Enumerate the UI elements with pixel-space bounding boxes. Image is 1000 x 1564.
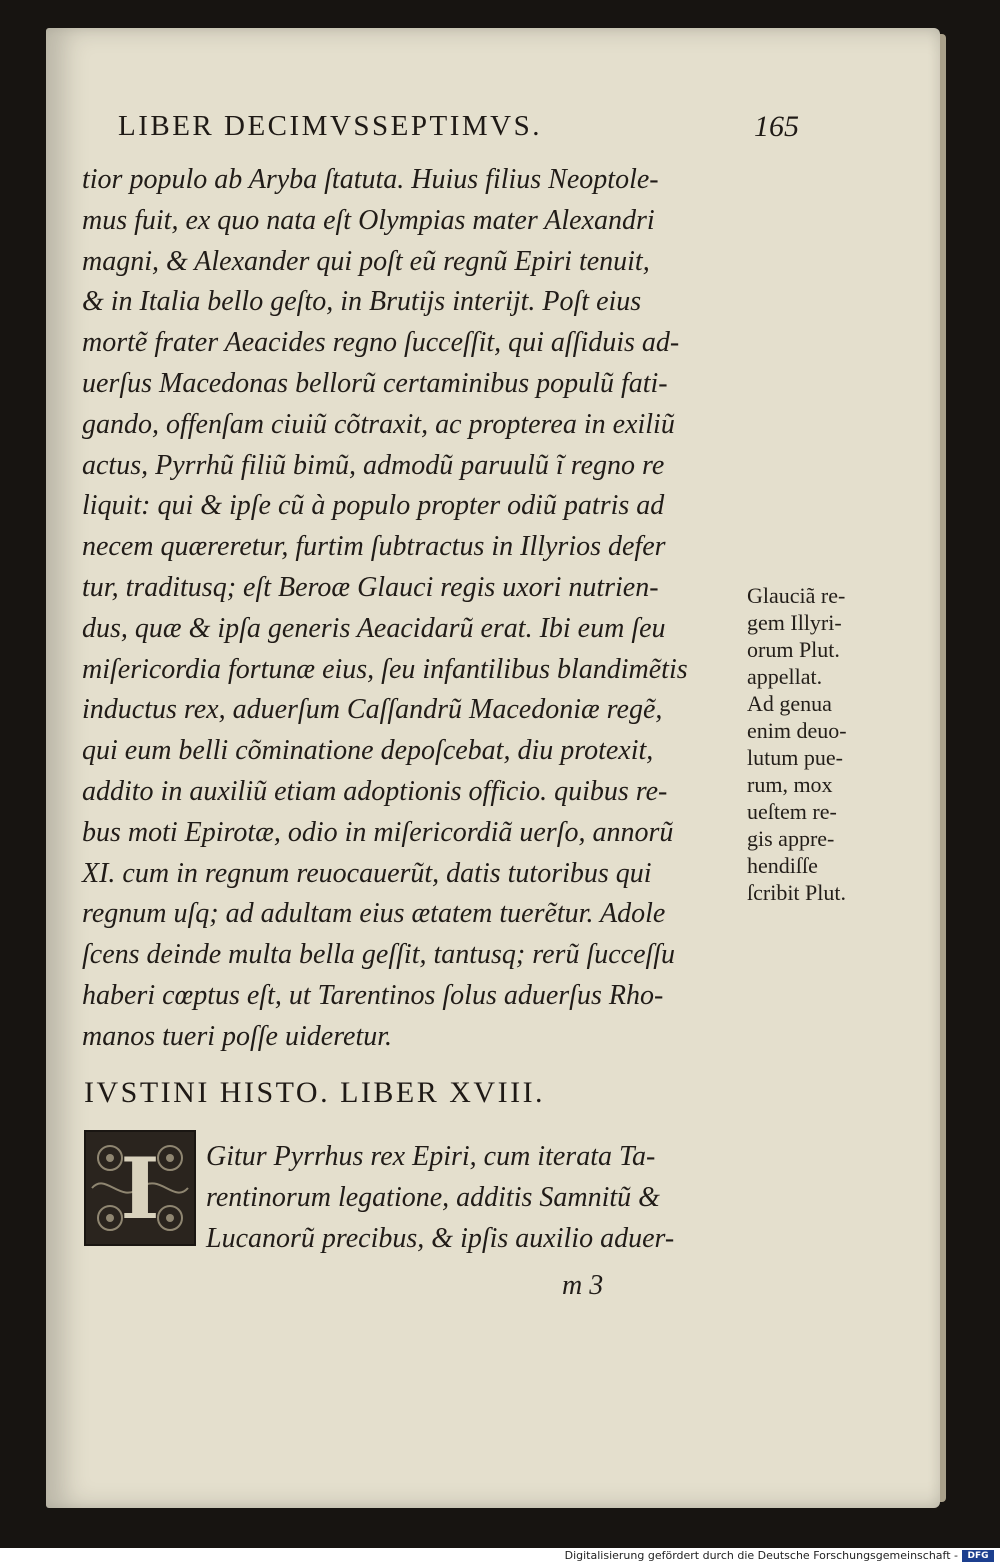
text-line: Gitur Pyrrhus rex Epiri, cum iterata Ta- (206, 1141, 656, 1172)
text-line: uerſus Macedonas bellorũ certaminibus populũ fati- (82, 367, 668, 399)
text-line: dus, quæ & ipſa generis Aeacidarũ erat. Ibi eum ſeu (82, 612, 666, 644)
text-line: Lucanorũ precibus, & ipſis auxilio aduer- (206, 1223, 675, 1254)
running-head-title: LIBER DECIMVSSEPTIMVS. (118, 110, 542, 142)
marginal-line: gem Illyri- (747, 610, 842, 635)
marginal-line: Glauciã re- (747, 583, 846, 608)
text-line: gando, offenſam ciuiũ cõtraxit, ac propterea in exiliũ (82, 408, 675, 440)
page-number: 165 (754, 110, 799, 143)
marginal-line: appellat. (747, 664, 823, 689)
text-line: rentinorum legatione, additis Samnitũ & (206, 1182, 660, 1213)
initial-letter: I (120, 1138, 160, 1238)
text-line: miſericordia fortunæ eius, ſeu infantilibus blandimẽtis (82, 653, 688, 685)
marginal-line: orum Plut. (747, 637, 840, 662)
decorated-initial (84, 1130, 196, 1246)
text-line: manos tueri poſſe uideretur. (82, 1020, 393, 1052)
text-line: ſcens deinde multa bella geſſit, tantusq; rerũ ſucceſſu (82, 939, 676, 971)
main-text (82, 160, 742, 1058)
text-line: liquit: qui & ipſe cũ à populo propter odiũ patris ad (82, 490, 665, 522)
marginal-line: ſcribit Plut. (747, 880, 846, 905)
text-line: qui eum belli cõminatione depoſcebat, diu protexit, (82, 735, 654, 767)
text-line: regnum uſq; ad adultam eius ætatem tuerẽtur. Adole (82, 898, 666, 930)
text-line: actus, Pyrrhũ filiũ bimũ, admodũ paruulũ ĩ regno re (82, 449, 665, 481)
text-line: bus moti Epirotæ, odio in miſericordiã uerſo, annorũ (82, 816, 674, 848)
signature-mark: m 3 (562, 1270, 604, 1301)
section-heading: IVSTINI HISTO. LIBER XVIII. (84, 1076, 546, 1109)
marginal-line: rum, mox (747, 772, 833, 797)
text-line: haberi cœptus eſt, ut Tarentinos ſolus aduerſus Rho- (82, 979, 664, 1011)
text-line: & in Italia bello geſto, in Brutijs interijt. Poſt eius (82, 286, 642, 318)
footer-credit: Digitalisierung gefördert durch die Deutsche Forschungsgemeinschaft - (564, 1549, 958, 1562)
marginal-line: Ad genua (747, 691, 832, 716)
text-line: XI. cum in regnum reuocauerũt, datis tutoribus qui (82, 857, 652, 889)
marginal-line: hendiſſe (747, 853, 818, 878)
dfg-logo: DFG (962, 1550, 994, 1562)
section-text (206, 1136, 766, 1259)
text-line: necem quæreretur, furtim ſubtractus in Illyrios defer (82, 531, 666, 563)
marginal-note (747, 582, 907, 906)
text-line: tior populo ab Aryba ſtatuta. Huius filius Neoptole- (82, 164, 659, 195)
text-line: tur, traditusq; eſt Beroæ Glauci regis uxori nutrien- (82, 571, 659, 603)
text-line: addito in auxiliũ etiam adoptionis officio. quibus re- (82, 775, 668, 807)
text-line: inductus rex, aduerſum Caſſandrũ Macedoniæ regẽ, (82, 694, 663, 726)
text-line: mus fuit, ex quo nata eſt Olympias mater Alexandri (82, 204, 655, 236)
text-line: magni, & Alexander qui poſt eũ regnũ Epiri tenuit, (82, 245, 650, 277)
marginal-line: lutum pue- (747, 745, 843, 770)
marginal-line: enim deuo- (747, 718, 847, 743)
marginal-line: gis appre- (747, 826, 835, 851)
marginal-line: ueſtem re- (747, 799, 837, 824)
text-line: mortẽ frater Aeacides regno ſucceſſit, qui aſſiduis ad- (82, 327, 680, 359)
